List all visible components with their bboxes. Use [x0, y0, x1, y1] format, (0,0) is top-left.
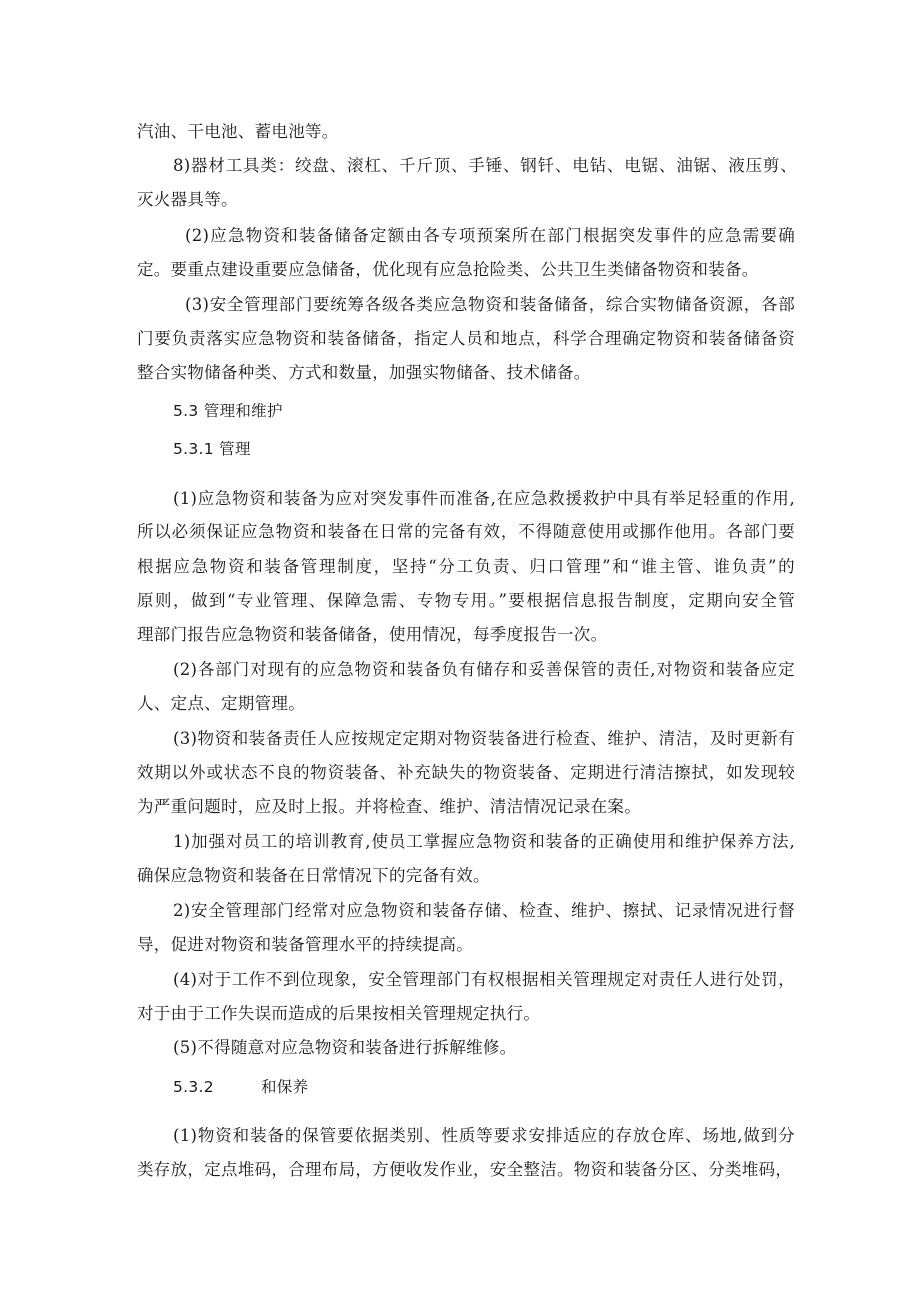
section-heading-5-3: 5.3 管理和维护: [173, 402, 283, 420]
text-line-20: 为严重问题时，应及时上报。并将检查、维护、清洁情况记录在案。: [137, 797, 641, 816]
text-line-14: 原则，做到“专业管理、保障急需、专物专用。”要根据信息报告制度，定期向安全管: [137, 591, 795, 610]
text-line-1: 汽油、干电池、蓄电池等。: [137, 122, 339, 141]
text-line-26: 对于由于工作失误而造成的后果按相关管理规定执行。: [137, 1004, 541, 1023]
text-line-18: (3)物资和装备责任人应按规定定期对物资装备进行检查、维护、清洁，及时更新有: [173, 729, 795, 748]
text-line-11: (1)应急物资和装备为应对突发事件而准备,在应急救援救护中具有举足轻重的作用,: [173, 489, 795, 508]
section-title: 和保养: [261, 1078, 309, 1096]
text-line-12: 所以必须保证应急物资和装备在日常的完备有效，不得随意使用或挪作他用。各部门要: [137, 522, 795, 541]
text-line-25: (4)对于工作不到位现象，安全管理部门有权根据相关管理规定对责任人进行处罚，: [173, 970, 795, 989]
text-line-13: 根据应急物资和装备管理制度，坚持“分工负责、归口管理”和“谁主管、谁负责”的: [137, 557, 795, 576]
text-line-7: 门要负责落实应急物资和装备储备，指定人员和地点，科学合理确定物资和装备储备资: [137, 329, 795, 348]
text-line-22: 确保应急物资和装备在日常情况下的完备有效。: [137, 866, 490, 885]
text-line-4: (2)应急物资和装备储备定额由各专项预案所在部门根据突发事件的应急需要确: [185, 226, 795, 245]
text-line-21: 1)加强对员工的培训教育,使员工掌握应急物资和装备的正确使用和维护保养方法,: [173, 832, 795, 851]
text-line-6: (3)安全管理部门要统筹各级各类应急物资和装备储备，综合实物储备资源，各部: [185, 295, 795, 314]
section-heading-5-3-2: [173, 1077, 308, 1097]
text-line-5: 定。要重点建设重要应急储备，优化现有应急抢险类、公共卫生类储备物资和装备。: [137, 260, 759, 279]
section-heading-5-3-1: 5.3.1 管理: [173, 440, 251, 458]
text-line-15: 理部门报告应急物资和装备储备，使用情况，每季度报告一次。: [137, 625, 608, 644]
text-line-30: 类存放，定点堆码，合理布局，方便收发作业，安全整洁。物资和装备分区、分类堆码，: [137, 1160, 793, 1179]
text-line-16: (2)各部门对现有的应急物资和装备负有储存和妥善保管的责任,对物资和装备应定: [173, 660, 795, 679]
text-line-24: 导，促进对物资和装备管理水平的持续提高。: [137, 935, 473, 954]
text-line-19: 效期以外或状态不良的物资装备、补充缺失的物资装备、定期进行清洁擦拭，如发现较: [137, 763, 795, 782]
text-line-3: 灭火器具等。: [137, 190, 238, 209]
text-line-17: 人、定点、定期管理。: [137, 694, 305, 713]
text-line-2: 8)器材工具类：绞盘、滚杠、千斤顶、手锤、钢钎、电钻、电锯、油锯、液压剪、: [173, 156, 797, 175]
text-line-23: 2)安全管理部门经常对应急物资和装备存储、检查、维护、擦拭、记录情况进行督: [173, 901, 795, 920]
section-number: 5.3.2: [173, 1078, 214, 1096]
text-line-29: (1)物资和装备的保管要依据类别、性质等要求安排适应的存放仓库、场地,做到分: [173, 1126, 795, 1145]
text-line-27: (5)不得随意对应急物资和装备进行拆解维修。: [173, 1038, 517, 1057]
text-line-8: 整合实物储备种类、方式和数量，加强实物储备、技术储备。: [137, 363, 591, 382]
